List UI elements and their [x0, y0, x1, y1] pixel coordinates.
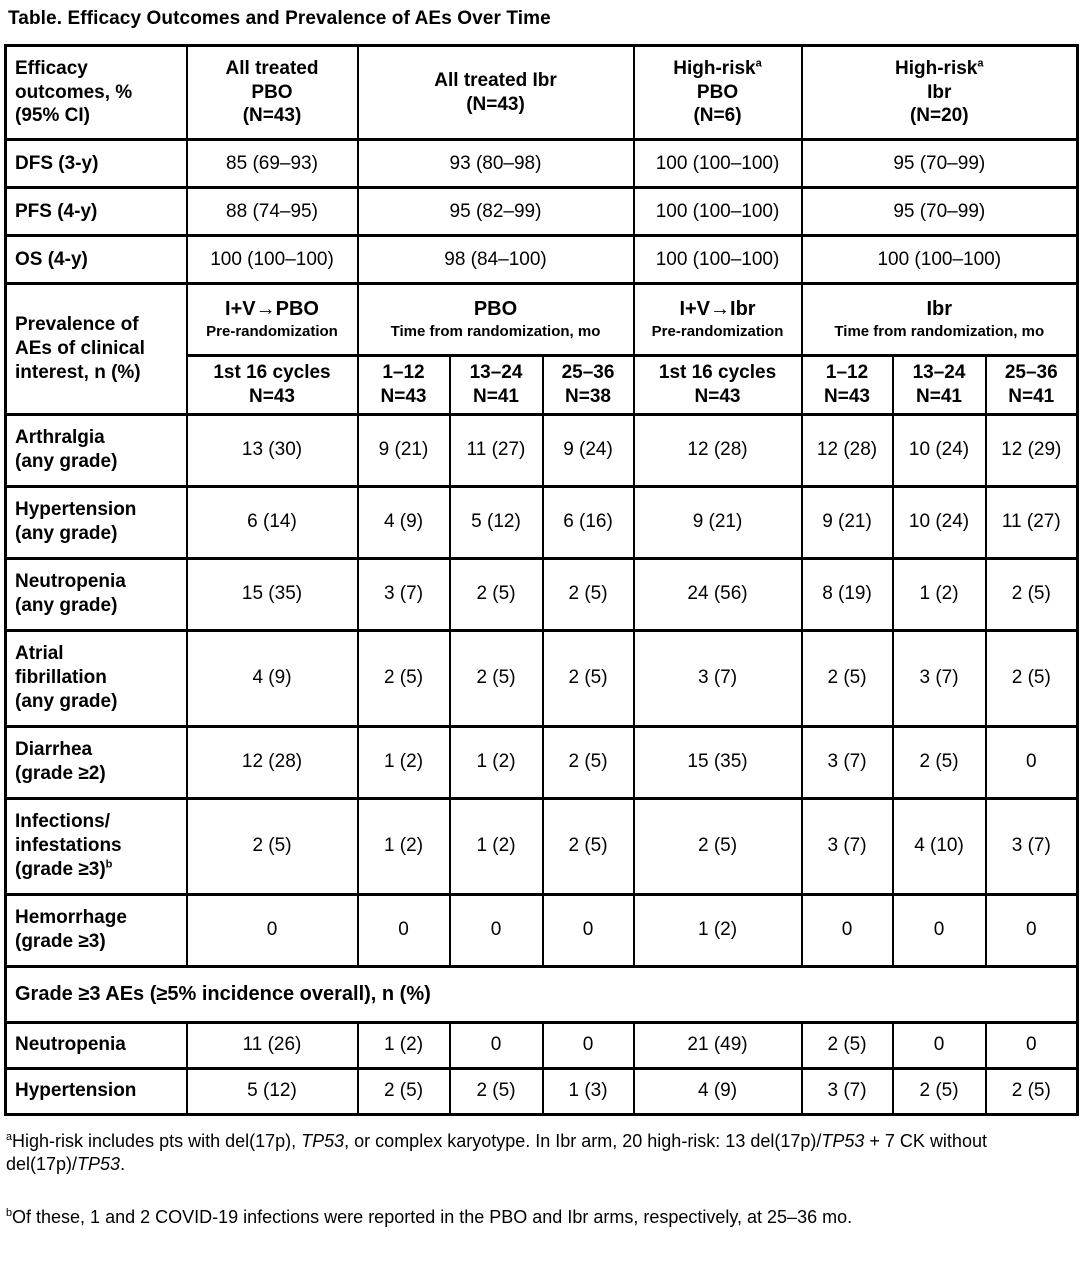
subcolumn-range: 1st 16 cycles — [213, 362, 331, 383]
group-name: I+V→Ibr — [679, 298, 756, 321]
header-line: PBO — [696, 81, 739, 103]
header-line: High-risk — [673, 57, 756, 79]
row-label-os: OS (4-y) — [6, 236, 187, 284]
value-cell: 24 (56) — [634, 558, 802, 630]
label-line: Infections/ — [15, 811, 111, 833]
value-cell: 3 (7) — [986, 798, 1078, 894]
row-label-arthralgia — [6, 414, 187, 486]
value-cell: 13 (30) — [187, 414, 358, 486]
value-cell: 95 (82–99) — [358, 188, 634, 236]
footnote-b — [6, 1206, 1074, 1229]
value-cell: 1 (2) — [358, 1022, 450, 1068]
value-cell: 95 (70–99) — [802, 188, 1078, 236]
subcolumn-range: 13–24 — [912, 362, 966, 383]
corner-line: interest, n (%) — [15, 361, 141, 383]
row-label-atrial-fibrillation — [6, 630, 187, 726]
value-cell: 0 — [893, 894, 986, 966]
corner-line: AEs of clinical — [15, 337, 145, 359]
row-grade3-neutropenia — [6, 1022, 1078, 1068]
value-cell: 12 (28) — [802, 414, 893, 486]
value-cell: 2 (5) — [543, 630, 634, 726]
group-header-ibr — [802, 284, 1078, 356]
subcolumn-range: 1st 16 cycles — [658, 362, 777, 383]
group-header-iv-pbo — [187, 284, 358, 356]
group-subtitle: Time from randomization, mo — [834, 323, 1045, 341]
header-line: (N=43) — [466, 93, 525, 115]
value-cell: 0 — [358, 894, 450, 966]
column-header-high-risk-pbo — [634, 46, 802, 140]
value-cell: 6 (16) — [543, 486, 634, 558]
column-header-high-risk-ibr — [802, 46, 1078, 140]
value-cell: 100 (100–100) — [187, 236, 358, 284]
value-cell: 10 (24) — [893, 486, 986, 558]
subcolumn-header — [543, 356, 634, 415]
value-cell: 2 (5) — [802, 630, 893, 726]
value-cell: 10 (24) — [893, 414, 986, 486]
value-cell: 11 (27) — [450, 414, 543, 486]
value-cell: 2 (5) — [450, 1068, 543, 1114]
value-cell: 4 (9) — [358, 486, 450, 558]
value-cell: 1 (2) — [358, 798, 450, 894]
footnote-a-marker: a — [6, 1130, 13, 1143]
subcolumn-range: 25–36 — [1004, 362, 1058, 383]
header-line: (N=20) — [909, 105, 969, 127]
value-cell: 0 — [543, 894, 634, 966]
value-cell: 2 (5) — [986, 1068, 1078, 1114]
value-cell: 0 — [187, 894, 358, 966]
row-dfs — [6, 140, 1078, 188]
subcolumn-n: N=38 — [565, 385, 611, 407]
row-os — [6, 236, 1078, 284]
value-cell: 2 (5) — [986, 630, 1078, 726]
value-cell: 0 — [450, 894, 543, 966]
subcolumn-header — [358, 356, 450, 415]
subcolumn-n: N=41 — [916, 385, 962, 407]
value-cell: 0 — [986, 894, 1078, 966]
row-hypertension-any — [6, 486, 1078, 558]
column-header-all-treated-pbo — [187, 46, 358, 140]
row-label-neutropenia-any — [6, 558, 187, 630]
label-line: Atrial — [15, 643, 64, 665]
value-cell: 9 (21) — [358, 414, 450, 486]
value-cell: 2 (5) — [187, 798, 358, 894]
value-cell: 11 (26) — [187, 1022, 358, 1068]
row-label-diarrhea — [6, 726, 187, 798]
value-cell: 15 (35) — [634, 726, 802, 798]
value-cell: 2 (5) — [543, 558, 634, 630]
row-label-grade3-neutropenia: Neutropenia — [6, 1022, 187, 1068]
header-line: High-risk — [895, 57, 978, 79]
label-line: Diarrhea — [15, 739, 93, 761]
header-line: Ibr — [927, 81, 952, 103]
row-infections — [6, 798, 1078, 894]
subcolumn-n: N=43 — [249, 385, 295, 407]
footnote-marker-a: a — [977, 57, 984, 70]
table-title: Table. Efficacy Outcomes and Prevalence of AEs Over Time — [8, 8, 551, 29]
column-header-all-treated-ibr — [358, 46, 634, 140]
efficacy-header-row — [6, 46, 1078, 140]
value-cell: 1 (2) — [634, 894, 802, 966]
label-line: (any grade) — [15, 690, 118, 712]
label-line: Hemorrhage — [15, 907, 127, 929]
value-cell: 3 (7) — [893, 630, 986, 726]
value-cell: 2 (5) — [358, 1068, 450, 1114]
subcolumn-header — [450, 356, 543, 415]
label-line: (any grade) — [15, 523, 118, 544]
subcolumn-header — [893, 356, 986, 415]
value-cell: 3 (7) — [802, 726, 893, 798]
value-cell: 21 (49) — [634, 1022, 802, 1068]
header-line: All treated — [225, 57, 319, 79]
header-line: PBO — [251, 81, 293, 103]
row-label-hemorrhage — [6, 894, 187, 966]
value-cell: 2 (5) — [450, 630, 543, 726]
footnotes — [6, 1130, 1074, 1229]
value-cell: 93 (80–98) — [358, 140, 634, 188]
row-label-infections — [6, 798, 187, 894]
header-line: (N=43) — [242, 105, 302, 127]
value-cell: 15 (35) — [187, 558, 358, 630]
subcolumn-header — [634, 356, 802, 415]
value-cell: 2 (5) — [543, 726, 634, 798]
label-line: fibrillation — [15, 667, 107, 689]
label-line: (any grade) — [15, 451, 118, 472]
value-cell: 2 (5) — [802, 1022, 893, 1068]
value-cell: 9 (21) — [802, 486, 893, 558]
value-cell: 100 (100–100) — [634, 236, 802, 284]
value-cell: 2 (5) — [450, 558, 543, 630]
value-cell: 12 (28) — [634, 414, 802, 486]
efficacy-ae-table — [4, 44, 1079, 1116]
row-arthralgia — [6, 414, 1078, 486]
corner-line: Prevalence of — [15, 314, 139, 336]
group-header-iv-ibr — [634, 284, 802, 356]
value-cell: 3 (7) — [634, 630, 802, 726]
subcolumn-range: 13–24 — [469, 362, 523, 383]
value-cell: 0 — [893, 1022, 986, 1068]
group-subtitle: Pre-randomization — [206, 323, 338, 341]
value-cell: 12 (28) — [187, 726, 358, 798]
value-cell: 100 (100–100) — [634, 140, 802, 188]
value-cell: 9 (21) — [634, 486, 802, 558]
header-line: All treated Ibr — [434, 69, 557, 91]
subcolumn-n: N=41 — [473, 385, 519, 407]
value-cell: 3 (7) — [802, 1068, 893, 1114]
footnote-b-marker: b — [6, 1206, 13, 1219]
value-cell: 85 (69–93) — [187, 140, 358, 188]
label-line: (grade ≥3) — [15, 931, 106, 952]
footnote-marker-b: b — [105, 858, 113, 871]
row-grade3-hypertension — [6, 1068, 1078, 1114]
group-subtitle: Time from randomization, mo — [390, 323, 601, 341]
group-name: Ibr — [926, 298, 953, 321]
corner-line: Efficacy — [15, 57, 88, 79]
label-line: Hypertension — [15, 499, 137, 521]
subcolumn-n: N=41 — [1008, 385, 1055, 407]
value-cell: 11 (27) — [986, 486, 1078, 558]
group-subtitle: Pre-randomization — [651, 323, 784, 341]
value-cell: 1 (2) — [893, 558, 986, 630]
group-header-pbo — [358, 284, 634, 356]
value-cell: 3 (7) — [358, 558, 450, 630]
value-cell: 4 (9) — [187, 630, 358, 726]
subcolumn-header — [802, 356, 893, 415]
value-cell: 3 (7) — [802, 798, 893, 894]
value-cell: 5 (12) — [450, 486, 543, 558]
subcolumn-range: 1–12 — [382, 362, 425, 383]
subcolumn-header — [187, 356, 358, 415]
value-cell: 0 — [543, 1022, 634, 1068]
row-atrial-fibrillation — [6, 630, 1078, 726]
row-neutropenia-any — [6, 558, 1078, 630]
row-label-grade3-hypertension: Hypertension — [6, 1068, 187, 1114]
subcolumn-n: N=43 — [694, 385, 741, 407]
value-cell: 1 (2) — [450, 726, 543, 798]
value-cell: 2 (5) — [893, 726, 986, 798]
footnote-b-text: Of these, 1 and 2 COVID-19 infections were reported in the PBO and Ibr arms, respectively, at 25–36 mo. — [12, 1206, 853, 1227]
prevalence-corner-header — [6, 284, 187, 415]
subcolumn-n: N=43 — [380, 385, 427, 407]
footnote-marker-a: a — [755, 57, 762, 70]
value-cell: 100 (100–100) — [802, 236, 1078, 284]
label-line: (any grade) — [15, 595, 118, 616]
prevalence-group-header-row — [6, 284, 1078, 356]
value-cell: 8 (19) — [802, 558, 893, 630]
subcolumn-header — [986, 356, 1078, 415]
value-cell: 4 (9) — [634, 1068, 802, 1114]
value-cell: 2 (5) — [634, 798, 802, 894]
value-cell: 0 — [450, 1022, 543, 1068]
value-cell: 95 (70–99) — [802, 140, 1078, 188]
label-line: (grade ≥3) — [15, 858, 106, 880]
footnote-a-text: High-risk includes pts with del(17p), TP53, or complex karyotype. In Ibr arm, 20 high-risk: 13 del(17p)/TP53 + 7 CK without del(17p)/TP53. — [6, 1130, 987, 1174]
value-cell: 2 (5) — [543, 798, 634, 894]
group-name: PBO — [473, 298, 518, 321]
label-line: (grade ≥2) — [15, 763, 106, 784]
row-label-hypertension-any — [6, 486, 187, 558]
value-cell: 1 (3) — [543, 1068, 634, 1114]
value-cell: 9 (24) — [543, 414, 634, 486]
value-cell: 6 (14) — [187, 486, 358, 558]
corner-line: outcomes, % — [15, 81, 133, 103]
row-pfs — [6, 188, 1078, 236]
value-cell: 4 (10) — [893, 798, 986, 894]
value-cell: 98 (84–100) — [358, 236, 634, 284]
efficacy-corner-header — [6, 46, 187, 140]
value-cell: 12 (29) — [986, 414, 1078, 486]
footnote-a — [6, 1130, 1074, 1176]
value-cell: 0 — [802, 894, 893, 966]
header-line: (N=6) — [693, 105, 742, 127]
group-name: I+V→PBO — [225, 298, 319, 321]
grade3-section-header: Grade ≥3 AEs (≥5% incidence overall), n (%) — [6, 966, 1078, 1022]
row-label-dfs: DFS (3-y) — [6, 140, 187, 188]
label-line: infestations — [15, 835, 122, 857]
subcolumn-n: N=43 — [824, 385, 870, 407]
value-cell: 88 (74–95) — [187, 188, 358, 236]
subcolumn-range: 1–12 — [825, 362, 869, 383]
value-cell: 100 (100–100) — [634, 188, 802, 236]
value-cell: 1 (2) — [450, 798, 543, 894]
subcolumn-range: 25–36 — [561, 362, 615, 383]
value-cell: 0 — [986, 726, 1078, 798]
row-diarrhea — [6, 726, 1078, 798]
value-cell: 5 (12) — [187, 1068, 358, 1114]
value-cell: 2 (5) — [358, 630, 450, 726]
row-hemorrhage — [6, 894, 1078, 966]
value-cell: 0 — [986, 1022, 1078, 1068]
corner-line: (95% CI) — [15, 105, 90, 127]
value-cell: 2 (5) — [986, 558, 1078, 630]
value-cell: 2 (5) — [893, 1068, 986, 1114]
row-label-pfs: PFS (4-y) — [6, 188, 187, 236]
label-line: Neutropenia — [15, 571, 126, 593]
value-cell: 1 (2) — [358, 726, 450, 798]
grade3-section-row — [6, 966, 1078, 1022]
label-line: Arthralgia — [15, 427, 105, 449]
